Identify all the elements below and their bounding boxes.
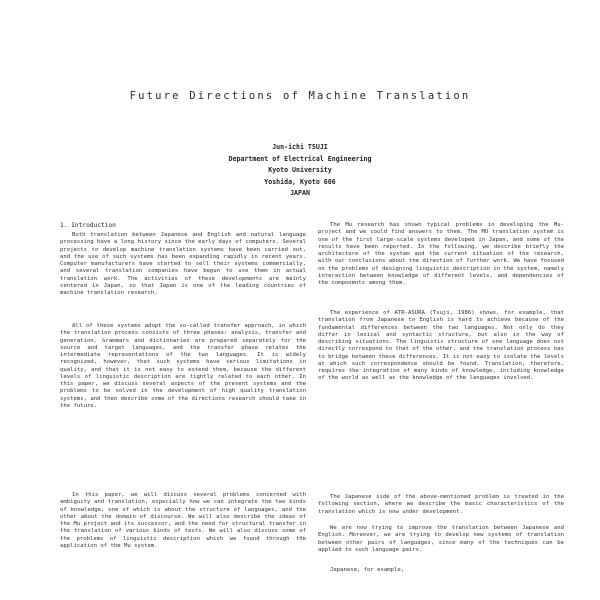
paragraph: The Japanese side of the above-mentioned problem is treated in the following section, where we describe the basic characteristics of the translation which is now under development. (318, 494, 564, 515)
affiliation-line: Department of Electrical Engineering (228, 154, 372, 163)
paragraph: The Mu research has shown typical problems in developing the Mu-project and we could find answers to them. The MU translation system is one of the first large-scale systems developed in Japan, and some of the results have been reported. In the following, we describe briefly the architecture of the system and the current situation of the research, with our conclusions about the direction of further work. We have focused on the problems of designing linguistic description in the system, namely interaction between knowledge of different levels, and dependencies of the components among them. (318, 222, 564, 286)
paragraph: In this paper, we will discuss several problems concerned with ambiguity and translation, especially how we can integrate the two kinds of knowledge, one of which is about the structure of languages, and the other about the domain of discourse. We will also describe the ideas of the Mu project and its successor, and the need for structural transfer in the translation of various kinds of texts. We will also discuss some of the problems of linguistic description which we found through the application of the Mu system. (60, 492, 306, 549)
paragraph: Japanese, for example, (330, 567, 405, 573)
author-block (0, 142, 600, 200)
paper-title: Future Directions of Machine Translation (129, 90, 471, 102)
affiliation-line: Yoshida, Kyoto 606 (264, 177, 336, 186)
affiliation-line: Kyoto University (268, 166, 332, 175)
affiliation-line: JAPAN (290, 189, 310, 198)
section-heading: 1. Introduction (60, 222, 116, 229)
author-name: Jun-ichi TSUJI (272, 143, 328, 151)
paragraph: The experience of ATR-ASURA (Tsuji, 1986) shows, for example, that translation from Japanese to English is hard to achieve because of the fundamental differences between the two languages. Not only do they differ in lexical and syntactic structure, but also in the way of describing situations. The linguistic structure of one language does not directly correspond to that of the other, and the translation process has to bridge between these differences. It is not easy to isolate the levels at which such correspondence should be found. Translation, therefore, requires the integration of many kinds of knowledge, including knowledge of the world as well as the knowledge of the languages involved. (318, 310, 564, 382)
paragraph: Both translation between Japanese and English and natural language processing have a long history since the early days of computers. Several projects to develop machine translation systems have been carried out, and the use of such systems has been expanding rapidly in recent years. Computer manufacturers have started to sell their systems commercially, and several translation companies have begun to use them in actual translation work. The activities of these developments are mainly centered in Japan, so that Japan is one of the leading countries of machine translation research. (60, 232, 306, 296)
paragraph: We are now trying to improve the translation between Japanese and English. Moreover, we are trying to develop new systems of translation between other pairs of languages, since many of the techniques can be applied to such language pairs. (318, 525, 564, 553)
paragraph: All of these systems adopt the so-called transfer approach, in which the translation process consists of three phases: analysis, transfer and generation. Grammars and dictionaries are prepared separately for the source and target languages, and the transfer phase relates the intermediate representations of the two languages. It is widely recognized, however, that such systems have serious limitations in quality, and that it is not easy to extend them, because the different levels of linguistic description are tightly related to each other. In this paper, we discuss several aspects of the present systems and the problems to be solved in the development of high quality translation systems, and then describe some of the directions research should take in the future. (60, 323, 306, 409)
